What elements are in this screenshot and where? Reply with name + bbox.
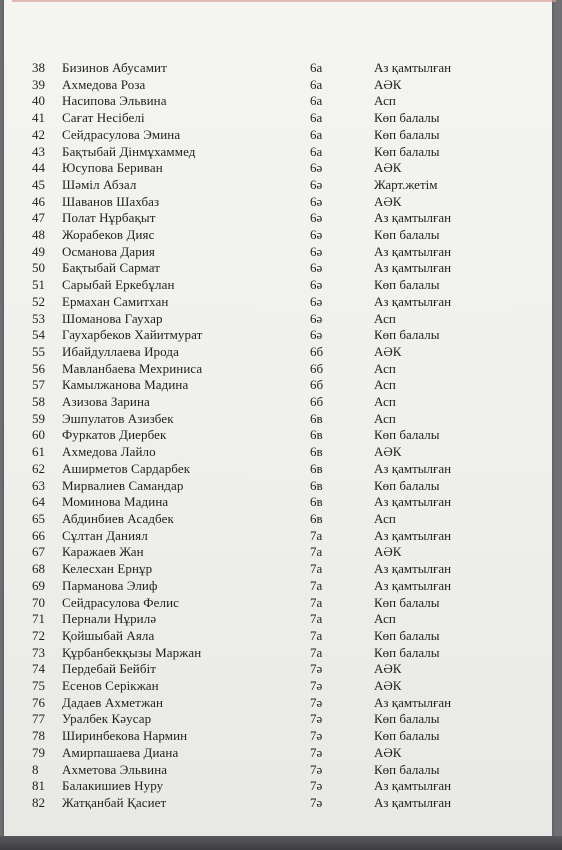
student-name: Қойшыбай Аяла: [62, 627, 155, 643]
social-category: Асп: [374, 310, 396, 326]
student-name: Насипова Эльвина: [62, 93, 167, 109]
table-row: [32, 394, 504, 411]
social-category: АӘК: [374, 661, 402, 677]
row-number: 45: [32, 176, 45, 192]
class-grade: 6ә: [310, 293, 323, 309]
table-row: [32, 177, 504, 194]
row-number: 64: [32, 494, 45, 510]
class-grade: 6ә: [310, 193, 323, 209]
student-name: Ширинбекова Нармин: [62, 728, 188, 744]
row-number: 38: [32, 60, 45, 75]
table-row: [32, 427, 504, 444]
student-name: Дадаев Ахметжан: [62, 694, 164, 710]
table-row: [32, 494, 504, 511]
social-category: Асп: [374, 394, 396, 410]
student-name: Сейдрасулова Фелис: [62, 594, 179, 610]
social-category: Аз қамтылған: [374, 60, 452, 75]
student-name: Пернали Нұрилә: [62, 611, 157, 627]
social-category: АӘК: [374, 343, 402, 359]
student-name: Уралбек Кәусар: [62, 711, 152, 727]
row-number: 75: [32, 678, 45, 694]
table-row: [32, 93, 504, 110]
class-grade: 6ә: [310, 210, 323, 226]
table-row: [32, 60, 504, 77]
social-category: АӘК: [374, 76, 402, 92]
table-row: [32, 661, 504, 678]
row-number: 77: [32, 711, 45, 727]
student-name: Ахмедова Лайло: [62, 444, 156, 460]
class-grade: 6ә: [310, 260, 323, 276]
table-row: [32, 311, 504, 328]
row-number: 53: [32, 310, 45, 326]
class-grade: 7ә: [310, 744, 323, 760]
table-row: [32, 227, 504, 244]
table-row: [32, 461, 504, 478]
table-row: [32, 728, 504, 745]
social-category: Көп балалы: [374, 327, 440, 343]
social-category: Көп балалы: [374, 110, 440, 126]
row-number: 51: [32, 277, 45, 293]
student-name: Амирпашаева Диана: [62, 744, 179, 760]
table-row: [32, 210, 504, 227]
row-number: 44: [32, 160, 45, 176]
student-name: Шаванов Шахбаз: [62, 193, 160, 209]
student-name: Шәміл Абзал: [62, 176, 137, 192]
table-row: [32, 144, 504, 161]
student-name: Аширметов Сардарбек: [62, 460, 191, 476]
student-name: Келесхан Ернұр: [62, 561, 153, 577]
row-number: 81: [32, 778, 45, 794]
class-grade: 6в: [310, 510, 323, 526]
social-category: Аз қамтылған: [374, 561, 452, 577]
table-row: [32, 127, 504, 144]
social-category: Аз қамтылған: [374, 243, 452, 259]
row-number: 47: [32, 210, 45, 226]
table-row: [32, 244, 504, 261]
social-category: АӘК: [374, 193, 402, 209]
social-category: Аз қамтылған: [374, 460, 452, 476]
student-name: Сұлтан Даниял: [62, 527, 148, 543]
social-category: Көп балалы: [374, 277, 440, 293]
paper-edge-mark: [12, 0, 556, 2]
social-category: Көп балалы: [374, 711, 440, 727]
social-category: Асп: [374, 93, 396, 109]
student-name: Парманова Элиф: [62, 577, 158, 593]
row-number: 55: [32, 343, 45, 359]
social-category: Асп: [374, 410, 396, 426]
social-category: Көп балалы: [374, 644, 440, 660]
class-grade: 6ә: [310, 277, 323, 293]
student-name: Ибайдуллаева Ирода: [62, 343, 179, 359]
document-page: [4, 0, 552, 836]
social-category: Аз қамтылған: [374, 293, 452, 309]
class-grade: 6ә: [310, 227, 323, 243]
row-number: 63: [32, 477, 45, 493]
class-grade: 6в: [310, 494, 323, 510]
class-grade: 6в: [310, 427, 323, 443]
class-grade: 6б: [310, 360, 324, 376]
table-row: [32, 511, 504, 528]
student-name: Каражаев Жан: [62, 544, 144, 560]
class-grade: 7а: [310, 594, 323, 610]
class-grade: 6а: [310, 143, 323, 159]
row-number: 67: [32, 544, 45, 560]
student-name: Османова Дария: [62, 243, 155, 259]
student-name: Пердебай Бейбіт: [62, 661, 157, 677]
class-grade: 6б: [310, 343, 324, 359]
class-grade: 6в: [310, 410, 323, 426]
background-surface: [0, 836, 562, 850]
student-name: Шоманова Гаухар: [62, 310, 163, 326]
social-category: Көп балалы: [374, 761, 440, 777]
row-number: 42: [32, 126, 45, 142]
table-row: [32, 578, 504, 595]
social-category: Аз қамтылған: [374, 577, 452, 593]
student-name: Гаухарбеков Хайитмурат: [62, 327, 203, 343]
social-category: Асп: [374, 360, 396, 376]
table-row: [32, 778, 504, 795]
social-category: Аз қамтылған: [374, 778, 452, 794]
class-grade: 6а: [310, 93, 323, 109]
class-grade: 6ә: [310, 243, 323, 259]
table-row: [32, 160, 504, 177]
student-name: Юсупова Бериван: [62, 160, 163, 176]
row-number: 73: [32, 644, 45, 660]
social-category: Көп балалы: [374, 427, 440, 443]
social-category: Көп балалы: [374, 227, 440, 243]
class-grade: 7а: [310, 627, 323, 643]
social-category: Көп балалы: [374, 627, 440, 643]
student-name: Ахметова Эльвина: [62, 761, 168, 777]
table-row: [32, 194, 504, 211]
student-name: Балакишиев Нуру: [62, 778, 164, 794]
class-grade: 7ә: [310, 678, 323, 694]
student-name: Азизова Зарина: [62, 394, 150, 410]
student-name: Сейдрасулова Эмина: [62, 126, 181, 142]
social-category: АӘК: [374, 544, 402, 560]
table-row: [32, 377, 504, 394]
row-number: 54: [32, 327, 45, 343]
student-name: Камылжанова Мадина: [62, 377, 189, 393]
social-category: Аз қамтылған: [374, 527, 452, 543]
student-name: Есенов Серікжан: [62, 678, 159, 694]
row-number: 65: [32, 510, 45, 526]
class-grade: 6в: [310, 444, 323, 460]
table-row: [32, 294, 504, 311]
table-row: [32, 711, 504, 728]
row-number: 58: [32, 394, 45, 410]
row-number: 43: [32, 143, 45, 159]
class-grade: 7ә: [310, 694, 323, 710]
table-row: [32, 260, 504, 277]
social-category: Жарт.жетім: [374, 176, 438, 192]
student-name: Жорабеков Дияс: [62, 227, 155, 243]
social-category: Асп: [374, 377, 396, 393]
table-row: [32, 645, 504, 662]
row-number: 74: [32, 661, 45, 677]
class-grade: 7а: [310, 611, 323, 627]
class-grade: 7ә: [310, 761, 323, 777]
social-category: АӘК: [374, 160, 402, 176]
student-name: Сарыбай Еркебұлан: [62, 277, 175, 293]
table-row: [32, 695, 504, 712]
social-category: АӘК: [374, 444, 402, 460]
row-number: 72: [32, 627, 45, 643]
row-number: 60: [32, 427, 45, 443]
table-row: [32, 411, 504, 428]
roster-body: [32, 60, 504, 812]
social-category: Аз қамтылған: [374, 794, 452, 810]
social-category: Көп балалы: [374, 594, 440, 610]
class-grade: 6а: [310, 110, 323, 126]
class-grade: 6а: [310, 60, 323, 75]
social-category: Аз қамтылған: [374, 260, 452, 276]
table-row: [32, 444, 504, 461]
class-grade: 7а: [310, 544, 323, 560]
table-row: [32, 611, 504, 628]
row-number: 66: [32, 527, 45, 543]
row-number: 78: [32, 728, 45, 744]
row-number: 40: [32, 93, 45, 109]
table-row: [32, 628, 504, 645]
class-grade: 7а: [310, 527, 323, 543]
class-grade: 7ә: [310, 778, 323, 794]
row-number: 46: [32, 193, 45, 209]
class-grade: 7а: [310, 577, 323, 593]
student-name: Бақтыбай Сармат: [62, 260, 161, 276]
row-number: 69: [32, 577, 45, 593]
row-number: 41: [32, 110, 45, 126]
class-grade: 6ә: [310, 160, 323, 176]
class-grade: 7а: [310, 561, 323, 577]
student-name: Абдинбиев Асадбек: [62, 510, 174, 526]
social-category: Асп: [374, 510, 396, 526]
social-category: Асп: [374, 611, 396, 627]
table-row: [32, 762, 504, 779]
class-grade: 7ә: [310, 728, 323, 744]
row-number: 62: [32, 460, 45, 476]
social-category: Көп балалы: [374, 477, 440, 493]
class-grade: 7ә: [310, 711, 323, 727]
social-category: АӘК: [374, 744, 402, 760]
social-category: Көп балалы: [374, 728, 440, 744]
class-grade: 6а: [310, 126, 323, 142]
table-row: [32, 745, 504, 762]
row-number: 71: [32, 611, 45, 627]
class-grade: 6б: [310, 394, 324, 410]
table-row: [32, 361, 504, 378]
table-row: [32, 528, 504, 545]
class-grade: 6в: [310, 460, 323, 476]
social-category: Көп балалы: [374, 143, 440, 159]
table-row: [32, 561, 504, 578]
class-grade: 7ә: [310, 794, 323, 810]
table-row: [32, 110, 504, 127]
student-name: Полат Нұрбақыт: [62, 210, 156, 226]
class-grade: 7а: [310, 644, 323, 660]
row-number: 50: [32, 260, 45, 276]
row-number: 68: [32, 561, 45, 577]
student-name: Бақтыбай Дінмұхаммед: [62, 143, 196, 159]
class-grade: 7ә: [310, 661, 323, 677]
table-row: [32, 327, 504, 344]
student-name: Фуркатов Диербек: [62, 427, 167, 443]
table-row: [32, 478, 504, 495]
class-grade: 6б: [310, 377, 324, 393]
row-number: 79: [32, 744, 45, 760]
row-number: 61: [32, 444, 45, 460]
row-number: 82: [32, 794, 45, 810]
student-name: Моминова Мадина: [62, 494, 169, 510]
class-grade: 6ә: [310, 176, 323, 192]
class-grade: 6в: [310, 477, 323, 493]
student-name: Құрбанбекқызы Маржан: [62, 644, 202, 660]
student-name: Сағат Несібелі: [62, 110, 145, 126]
social-category: Аз қамтылған: [374, 494, 452, 510]
student-name: Мавланбаева Мехриниса: [62, 360, 203, 376]
row-number: 59: [32, 410, 45, 426]
student-name: Бизинов Абусамит: [62, 60, 167, 75]
row-number: 57: [32, 377, 45, 393]
student-name: Жатқанбай Қасиет: [62, 794, 167, 810]
table-row: [32, 795, 504, 812]
class-grade: 6ә: [310, 327, 323, 343]
social-category: Көп балалы: [374, 126, 440, 142]
table-row: [32, 344, 504, 361]
row-number: 48: [32, 227, 45, 243]
social-category: Аз қамтылған: [374, 694, 452, 710]
table-row: [32, 277, 504, 294]
table-row: [32, 544, 504, 561]
table-row: [32, 595, 504, 612]
row-number: 52: [32, 293, 45, 309]
table-row: [32, 77, 504, 94]
class-grade: 6а: [310, 76, 323, 92]
student-name: Ермахан Самитхан: [62, 293, 169, 309]
student-roster-table: [32, 60, 504, 812]
row-number: 56: [32, 360, 45, 376]
table-row: [32, 678, 504, 695]
row-number: 39: [32, 76, 45, 92]
row-number: 8: [32, 761, 39, 777]
student-name: Мирвалиев Самандар: [62, 477, 184, 493]
social-category: Аз қамтылған: [374, 210, 452, 226]
student-name: Эшпулатов Азизбек: [62, 410, 174, 426]
social-category: АӘК: [374, 678, 402, 694]
row-number: 76: [32, 694, 45, 710]
row-number: 49: [32, 243, 45, 259]
row-number: 70: [32, 594, 45, 610]
class-grade: 6ә: [310, 310, 323, 326]
student-name: Ахмедова Роза: [62, 76, 146, 92]
